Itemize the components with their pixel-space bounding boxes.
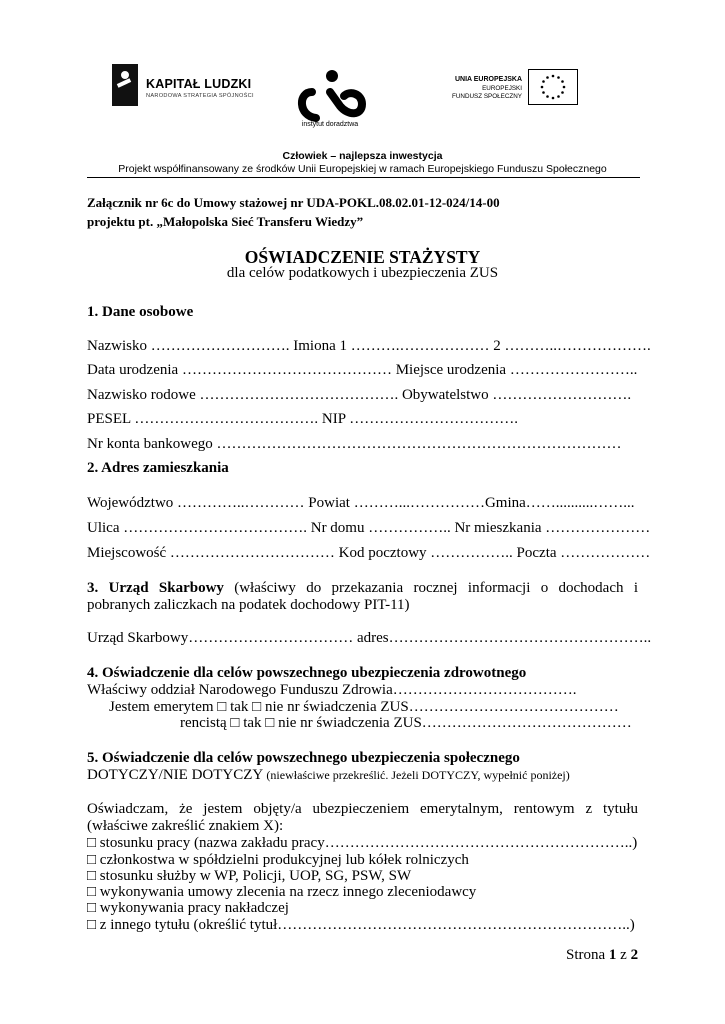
ue-name: UNIA EUROPEJSKA bbox=[454, 76, 522, 83]
instytut-doradztwa-logo bbox=[290, 66, 370, 134]
applicability-choice[interactable]: DOTYCZY/NIE DOTYCZY bbox=[87, 767, 267, 783]
efs-line1: EUROPEJSKI bbox=[482, 85, 522, 92]
section-5-heading: 5. Oświadczenie dla celów powszechnego ubezpieczenia społecznego bbox=[87, 750, 520, 766]
option-cooperative[interactable]: □ członkostwa w spółdzielni produkcyjnej lub kółek rolniczych bbox=[87, 852, 469, 868]
page-prefix: Strona bbox=[566, 947, 609, 963]
option-service[interactable]: □ stosunku służby w WP, Policji, UOP, SG, PSW, SW bbox=[87, 868, 412, 884]
kapital-ludzki-title: KAPITAŁ LUDZKI bbox=[146, 77, 252, 91]
field-line-city[interactable]: Miejscowość …………………………… Kod pocztowy …………….. Poczta ……………… bbox=[87, 545, 651, 561]
field-line-nfz[interactable]: Właściwy oddział Narodowego Funduszu Zdrowia………………………………. bbox=[87, 682, 577, 698]
efs-line2: FUNDUSZ SPOŁECZNY bbox=[452, 93, 522, 100]
field-line-pensioner[interactable]: Jestem emerytem □ tak □ nie nr świadczenia ZUS…………………………………… bbox=[109, 699, 619, 715]
page-total: 2 bbox=[630, 947, 639, 963]
section-2-heading: 2. Adres zamieszkania bbox=[87, 460, 229, 476]
kapital-ludzki-subtitle: NARODOWA STRATEGIA SPÓJNOŚCI bbox=[146, 93, 254, 99]
field-line-region[interactable]: Województwo …………..………… Powiat ………...……………Gmina……..........……... bbox=[87, 495, 635, 511]
page-number bbox=[566, 947, 638, 964]
field-line-disability-pensioner[interactable]: rencistą □ tak □ nie nr świadczenia ZUS…………………………………… bbox=[180, 715, 632, 731]
field-line-tax-office[interactable]: Urząd Skarbowy…………………………… adres…………………………………………….. bbox=[87, 630, 652, 646]
kapital-ludzki-emblem-icon bbox=[112, 64, 138, 106]
applicability-line bbox=[87, 767, 570, 784]
header-slogan: Człowiek – najlepsza inwestycja bbox=[282, 150, 443, 162]
section-3-block bbox=[87, 580, 638, 614]
kapital-ludzki-logo bbox=[112, 64, 262, 110]
instytut-doradztwa-emblem-icon bbox=[290, 66, 370, 122]
option-outwork[interactable]: □ wykonywania pracy nakładczej bbox=[87, 900, 289, 916]
field-line-bank-account[interactable]: Nr konta bankowego ……………………………………………………………………… bbox=[87, 436, 622, 452]
option-other[interactable]: □ z innego tytułu (określić tytuł……………………………………………………………..) bbox=[87, 917, 635, 933]
insurance-statement: Oświadczam, że jestem objęty/a ubezpieczeniem emerytalnym, rentowym z tytułu (właściwe zakreślić znakiem X): bbox=[87, 801, 638, 834]
field-line-street[interactable]: Ulica ………………………………. Nr domu …………….. Nr mieszkania ………………… bbox=[87, 520, 651, 536]
section-3-description: (właściwy do przekazania rocznej informacji o dochodach i pobranych zaliczkach na podatek dochodowy PIT-11) bbox=[87, 580, 638, 613]
attachment-line-1: Załącznik nr 6c do Umowy stażowej nr UDA-POKL.08.02.01-12-024/14-00 bbox=[87, 195, 500, 210]
option-employment[interactable]: □ stosunku pracy (nazwa zakładu pracy……………………………………………………..) bbox=[87, 835, 638, 851]
field-line-pesel-nip[interactable]: PESEL ………………………………. NIP ……………………………. bbox=[87, 411, 518, 427]
attachment-line-2: projektu pt. „Małopolska Sieć Transferu Wiedzy” bbox=[87, 214, 364, 229]
section-1-heading: 1. Dane osobowe bbox=[87, 304, 194, 320]
header-cofinancing: Projekt współfinansowany ze środków Unii Europejskiej w ramach Europejskiego Funduszu Społecznego bbox=[118, 163, 607, 175]
header-divider bbox=[87, 177, 640, 178]
option-commission-contract[interactable]: □ wykonywania umowy zlecenia na rzecz innego zleceniodawcy bbox=[87, 884, 477, 900]
instytut-doradztwa-caption: instytut doradztwa bbox=[301, 121, 359, 128]
document-title: OŚWIADCZENIE STAŻYSTY bbox=[244, 247, 481, 267]
document-subtitle: dla celów podatkowych i ubezpieczenia ZUS bbox=[226, 265, 499, 281]
page-separator: z bbox=[616, 947, 631, 963]
section-4-heading: 4. Oświadczenie dla celów powszechnego ubezpieczenia zdrowotnego bbox=[87, 665, 527, 681]
eu-flag-icon bbox=[528, 69, 578, 105]
field-line-birth[interactable]: Data urodzenia …………………………………… Miejsce urodzenia …………………….. bbox=[87, 362, 638, 378]
ue-efs-text bbox=[446, 75, 522, 101]
section-3-heading: 3. Urząd Skarbowy bbox=[87, 580, 224, 596]
applicability-note: (niewłaściwe przekreślić. Jeżeli DOTYCZY, wypełnić poniżej) bbox=[266, 768, 570, 782]
page-current: 1 bbox=[608, 947, 617, 963]
field-line-family-name[interactable]: Nazwisko rodowe …………………………………. Obywatelstwo ………………………. bbox=[87, 387, 632, 403]
field-line-name[interactable]: Nazwisko ………………………. Imiona 1 ……….……………… 2 ………..………………. bbox=[87, 338, 651, 354]
